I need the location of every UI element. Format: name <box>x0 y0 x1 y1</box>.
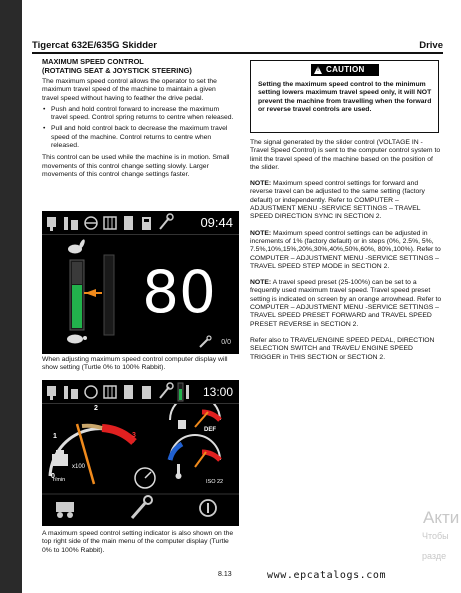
seat-icon <box>47 217 56 231</box>
speed-setting-display <box>42 211 239 354</box>
fuel-gauge-icon <box>178 420 186 429</box>
note-increments-text: Maximum speed control settings can be adjusted in increments of 1% (factory default) or in steps (0%, 2.5%, 5%, 7.5%,10%,15%,20%,30%,40%,50%,60%, 80%,100%). Refer to COMPUTER – ADJUSTMENT MENU -SERVICE SETTINGS – TRAVEL SPEED STEP MODE in SECTION 2. <box>250 229 441 270</box>
caution-text: Setting the maximum speed control to the minimum setting lowers maximum travel speed only, it will NOT prevent the machine from travelling when the forward or reverse travel controls are used. <box>258 81 432 114</box>
wrench-small-icon <box>200 336 211 347</box>
def-label: DEF <box>204 427 216 433</box>
note-label: NOTE: <box>250 180 272 188</box>
temperature-gauge <box>170 404 220 427</box>
thermometer-icon <box>176 464 182 479</box>
wrench-icon <box>160 214 173 229</box>
percent-unit: 0/0 <box>221 339 231 346</box>
caption-screen2: A maximum speed control setting indicator is also shown on the top right side of the main menu of the computer display (Turtle 0% to 100% Rabbit). <box>42 530 234 554</box>
hydraulic-icon <box>64 217 78 230</box>
bullet-decrease-text: Pull and hold control back to decrease the maximum travel speed of the machine. Control returns to centre when released. <box>51 125 228 150</box>
watermark: www.epcatalogs.com <box>267 570 387 581</box>
cooling-fan-icon <box>85 217 97 229</box>
left-column <box>42 57 234 179</box>
engine-icon <box>52 450 68 466</box>
caution-box <box>250 60 439 133</box>
activation-overlay-line3: разде <box>422 551 447 561</box>
signal-paragraph: The signal generated by the slider control (VOLTAGE IN - Travel Speed Control) is sent to the computer control system to limit the travel speed of the machine based on the position of the slider. <box>250 139 441 171</box>
note-label: NOTE: <box>250 229 272 237</box>
turtle-icon <box>67 335 87 344</box>
activation-overlay-line2: Чтобы <box>422 531 449 541</box>
info-icon <box>200 500 216 516</box>
display-top-bar <box>42 211 239 235</box>
usage-note: This control can be used while the machine is in motion. Small movements of this control change setting slowly. Larger movements of this control change settings faster. <box>42 154 230 178</box>
section-subheading: (ROTATING SEAT & JOYSTICK STEERING) <box>42 66 192 75</box>
seat-icon <box>47 386 56 400</box>
rpm-multiplier: x100 <box>72 464 86 470</box>
clock-time: 13:00 <box>202 385 233 399</box>
note-preset <box>250 279 442 329</box>
bullet-decrease <box>42 125 234 150</box>
main-menu-display <box>42 380 239 526</box>
fuel-icon <box>142 217 151 230</box>
filter-icon <box>124 385 133 399</box>
bullet-dot: • <box>43 105 46 113</box>
note-sync-text: Maximum speed control settings for forward and reverse travel can be adjusted to the same setting (factory default) or independently. Refer to COMPUTER – ADJUSTMENT MENU -SERVICE SETTINGS – TRAVEL SPEED DIRECTION SYNC IN SECTION 2. <box>250 180 425 221</box>
header-rule <box>32 52 443 54</box>
header-title: Tigercat 632E/635G Skidder <box>32 40 157 51</box>
gauge-label-3: 3 <box>132 432 136 439</box>
wrench-menu-icon <box>132 496 152 518</box>
top-bar-icons <box>42 211 182 235</box>
header-section: Drive <box>419 40 443 51</box>
radiator-icon <box>104 217 116 229</box>
intro-paragraph: The maximum speed control allows the operator to set the maximum travel speed of the machine to maintain a given travel speed without having to feather the drive pedal. <box>42 78 217 102</box>
speed-setting-value: 80 <box>142 258 216 326</box>
note-preset-text: A travel speed preset (25-100%) can be set to a frequently used maximum travel speed. Travel speed preset setting is indicated on screen by an orange arrowhead. Refer to COMPUTER – ADJUSTMENT MENU -SERVICE SETTINGS – TRAVEL SPEED PRESET FORWARD and TRAVEL SPEED PRESET REVERSE in SECTION 2. <box>250 279 442 328</box>
display-top-bar <box>42 380 239 404</box>
right-column <box>250 139 442 370</box>
gauge-label-2: 2 <box>94 405 98 412</box>
oil-pressure-gauge <box>170 435 220 467</box>
note-increments <box>250 230 442 271</box>
hydraulic-icon <box>64 386 78 399</box>
clock-time: 09:44 <box>200 215 233 230</box>
machine-icon <box>56 502 74 518</box>
iso-label: ISO 22 <box>206 479 224 485</box>
refer-paragraph: Refer also to TRAVEL/ENGINE SPEED PEDAL, DIRECTION SELECTION SWITCH and TRAVEL/ ENGINE SPEED TRIGGER in THIS SECTION or SECTION 2. <box>250 336 435 361</box>
windows-activation-overlay: Акти <box>423 508 460 527</box>
top-bar-icons <box>42 380 182 404</box>
note-sync <box>250 180 442 221</box>
speed-bar <box>70 260 84 330</box>
speed-indicator-mini <box>173 380 203 404</box>
bullet-increase <box>42 106 234 123</box>
caution-header <box>311 64 379 76</box>
wrench-icon <box>160 383 173 398</box>
speedometer-circle-icon <box>135 468 155 488</box>
caution-label: CAUTION <box>326 65 365 74</box>
preset-arrowhead <box>84 289 102 297</box>
bar-bracket <box>104 255 114 335</box>
filter-icon <box>124 216 133 230</box>
page-number: 8.13 <box>218 571 232 578</box>
note-label: NOTE: <box>250 279 272 287</box>
fuel-icon <box>142 386 151 399</box>
radiator-icon <box>104 386 116 398</box>
cooling-fan-icon <box>85 386 97 398</box>
bullet-increase-text: Push and hold control forward to increase the maximum travel speed. Control spring returns to centre when released. <box>51 105 234 122</box>
section-heading: MAXIMUM SPEED CONTROL <box>42 57 144 66</box>
rabbit-icon <box>68 239 86 254</box>
bullet-dot: • <box>43 125 46 133</box>
gauge-label-1: 1 <box>53 433 57 440</box>
binding-edge <box>0 0 22 593</box>
rpm-unit: r/min <box>53 477 66 483</box>
caption-screen1: When adjusting maximum speed control computer display will show setting (Turtle 0% to 100% Rabbit). <box>42 356 228 372</box>
gauge-label-0: 0 <box>51 473 55 480</box>
exclamation-icon: ! <box>317 67 319 73</box>
